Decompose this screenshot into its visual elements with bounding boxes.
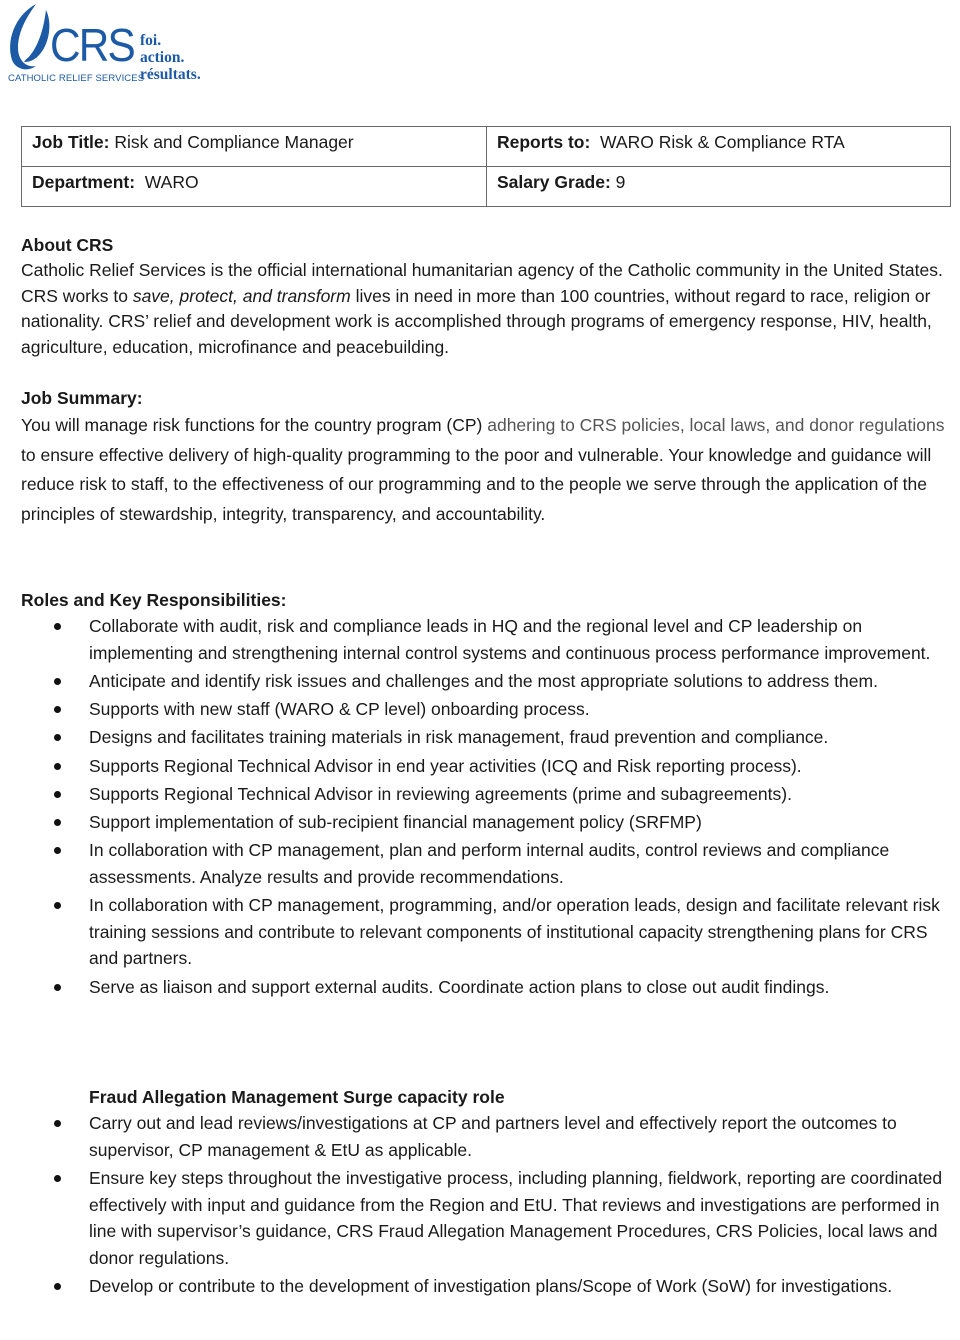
roles-heading: Roles and Key Responsibilities: [21, 590, 287, 610]
crs-wordmark: CRS [50, 19, 134, 71]
list-item-text: Supports Regional Technical Advisor in reviewing agreements (prime and subagreements). [89, 783, 792, 804]
list-item-text: Supports with new staff (WARO & CP level) onboarding process. [89, 699, 590, 720]
crs-flame-icon [6, 2, 54, 74]
about-section [21, 233, 946, 360]
table-row [22, 127, 951, 167]
list-item-text: Anticipate and identify risk issues and challenges and the most appropriate solutions to address them. [89, 670, 878, 691]
list-item-text: Carry out and lead reviews/investigations at CP and partners level and effectively report the outcomes to supervisor, CP management & EtU as applicable. [89, 1113, 897, 1160]
fraud-role-section [21, 1084, 946, 1301]
table-row [22, 167, 951, 207]
roles-list [21, 613, 946, 1000]
bullet-icon [54, 678, 61, 685]
list-item [21, 696, 946, 723]
list-item-text: Serve as liaison and support external audits. Coordinate action plans to close out audit findings. [89, 976, 830, 997]
list-item [21, 1110, 946, 1163]
tagline-line: action. [140, 49, 185, 66]
job-summary-section [21, 386, 946, 529]
list-item [21, 892, 946, 972]
reports-to-label: Reports to: [497, 132, 591, 152]
department-cell [22, 167, 487, 207]
job-summary-text [21, 411, 946, 529]
list-item-text: Ensure key steps throughout the investigative process, including planning, fieldwork, reporting are coordinated effectively with input and guidance from the Region and EtU. That reviews and investigations are performed in line with supervisor’s guidance, CRS Fraud Allegation Management Procedures, CRS Policies, local laws and donor regulations. [89, 1167, 943, 1269]
bullet-icon [54, 819, 61, 826]
bullet-icon [54, 706, 61, 713]
department-label: Department: [32, 172, 136, 192]
org-name: CATHOLIC RELIEF SERVICES [8, 73, 145, 84]
bullet-icon [54, 763, 61, 770]
job-summary-heading: Job Summary: [21, 388, 143, 408]
about-italic-text: save, protect, and transform [132, 285, 351, 306]
list-item-text: In collaboration with CP management, plan and perform internal audits, control reviews and compliance assessments. Analyze results and provide recommendations. [89, 840, 890, 887]
list-item [21, 781, 946, 808]
salary-grade-value: 9 [610, 172, 626, 192]
bullet-icon [54, 1120, 61, 1127]
list-item [21, 668, 946, 695]
bullet-icon [54, 734, 61, 741]
job-title-cell [22, 127, 487, 167]
list-item-text: Support implementation of sub-recipient financial management policy (SRFMP) [89, 811, 702, 832]
bullet-icon [54, 847, 61, 854]
bullet-icon [54, 984, 61, 991]
bullet-icon [54, 791, 61, 798]
bullet-icon [54, 902, 61, 909]
salary-grade-label: Salary Grade: [497, 172, 611, 192]
salary-grade-cell [487, 167, 951, 207]
department-value: WARO [135, 172, 199, 192]
bullet-icon [54, 623, 61, 630]
list-item [21, 613, 946, 666]
reports-to-cell [487, 127, 951, 167]
about-text [21, 258, 946, 360]
list-item [21, 1165, 946, 1272]
about-text-part: lives in need in more than 100 countries, without regard to race, religion or nationality. CRS’ relief and development work is accomplished through programs of emergency response, HIV, health, agriculture, education, microfinance and peacebuilding. [21, 285, 932, 357]
roles-section [21, 588, 946, 1002]
summary-text-part: to ensure effective delivery of high-quality programming to the poor and vulnerable. Your knowledge and guidance will reduce risk to staff, to the effectiveness of our programming and to the people we serve through the application of the principles of stewardship, integrity, transparency, and accountability. [21, 444, 932, 524]
list-item-text: In collaboration with CP management, programming, and/or operation leads, design and facilitate relevant risk training sessions and contribute to relevant components of institutional capacity strengthening plans for CRS and partners. [89, 895, 940, 969]
job-title-label: Job Title: [32, 132, 110, 152]
tagline [140, 32, 201, 83]
summary-highlight-text: adhering to CRS policies, local laws, and donor regulations [487, 415, 945, 435]
about-heading: About CRS [21, 235, 114, 255]
bullet-icon [54, 1175, 61, 1182]
bullet-icon [54, 1283, 61, 1290]
summary-text-part: You will manage risk functions for the country program (CP) [21, 415, 488, 435]
fraud-role-heading: Fraud Allegation Management Surge capacity role [89, 1087, 505, 1107]
crs-logo [6, 2, 221, 88]
list-item-text: Supports Regional Technical Advisor in end year activities (ICQ and Risk reporting process). [89, 755, 802, 776]
about-text-part: Catholic Relief Services is the official international humanitarian agency of the Catholic community in the United States. CRS works to [21, 260, 943, 306]
list-item [21, 724, 946, 751]
tagline-line: foi. [140, 32, 162, 49]
list-item [21, 974, 946, 1001]
list-item [21, 1273, 946, 1300]
reports-to-value: WARO Risk & Compliance RTA [590, 132, 845, 152]
list-item-text: Develop or contribute to the development of investigation plans/Scope of Work (SoW) for investigations. [89, 1276, 893, 1297]
list-item [21, 837, 946, 890]
list-item [21, 753, 946, 780]
job-title-value: Risk and Compliance Manager [109, 132, 354, 152]
list-item [21, 809, 946, 836]
job-info-table [21, 126, 951, 207]
fraud-role-list [21, 1110, 946, 1300]
list-item-text: Designs and facilitates training materials in risk management, fraud prevention and compliance. [89, 727, 829, 748]
list-item-text: Collaborate with audit, risk and compliance leads in HQ and the regional level and CP leadership on implementing and strengthening internal control systems and continuous process performance improvement. [89, 616, 931, 663]
tagline-line: résultats. [140, 66, 201, 83]
